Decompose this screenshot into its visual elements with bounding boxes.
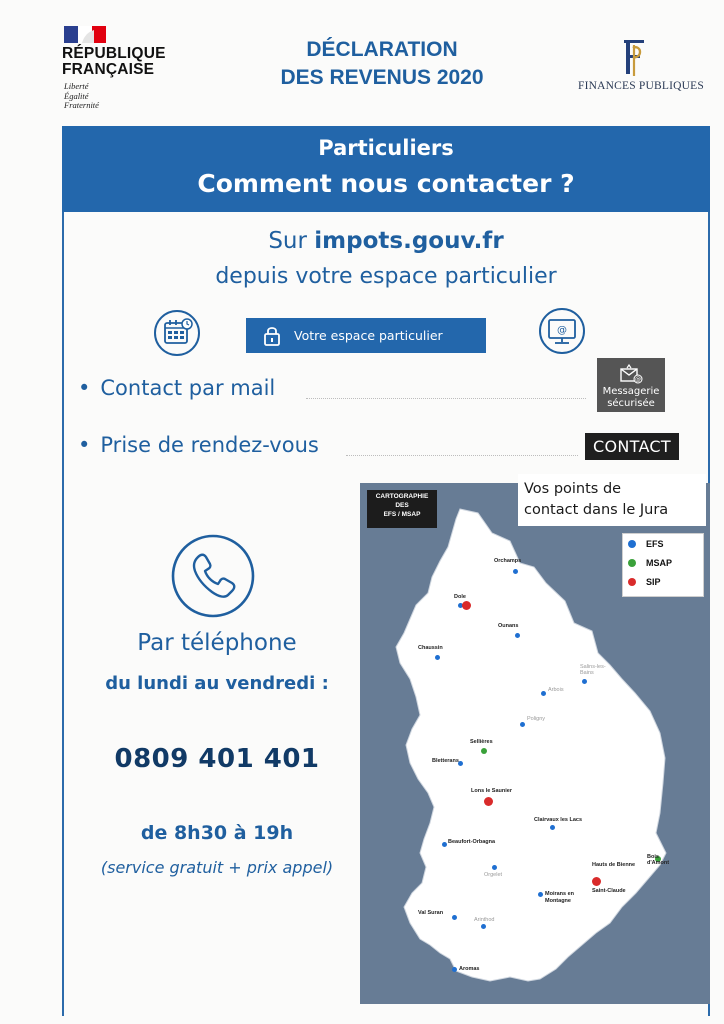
contact-mail-label: Contact par mail <box>100 376 276 400</box>
map-city-label: Clairvaux les Lacs <box>534 817 583 823</box>
map-city-label: Orchamps <box>494 558 522 564</box>
finances-publiques-logo <box>618 36 648 78</box>
map-city-label: Hauts de Bienne <box>592 862 636 868</box>
legend-item-msap: MSAP <box>623 553 703 572</box>
map-city-label: Saint-Claude <box>592 888 626 894</box>
messagerie-securisee-button[interactable]: @ Messagerie sécurisée <box>597 358 665 412</box>
agency-name: FINANCES PUBLIQUES <box>578 80 704 92</box>
map-marker <box>513 569 518 574</box>
map-city-label: Bletterans <box>432 758 459 764</box>
web-subheading: depuis votre espace particulier <box>215 264 557 289</box>
calendar-icon <box>152 308 202 358</box>
site-link[interactable]: impots.gouv.fr <box>314 228 504 254</box>
svg-text:@: @ <box>557 325 567 336</box>
legend-dot <box>628 578 636 586</box>
contact-rdv-label: Prise de rendez-vous <box>100 433 319 457</box>
map-city-label: Salins-les-Bains <box>580 664 606 676</box>
map-marker <box>452 915 457 920</box>
french-flag-logo <box>64 26 106 43</box>
map-city-label: Bois d'Amont <box>647 854 670 866</box>
map-city-label: Poligny <box>527 716 546 722</box>
map-marker <box>538 892 543 897</box>
map-city-label: Chaussin <box>418 645 443 651</box>
phone-number[interactable]: 0809 401 401 <box>114 744 320 774</box>
map-marker <box>582 679 587 684</box>
map-marker <box>541 691 546 696</box>
map-city-label: Beaufort-Orbagna <box>448 839 496 845</box>
envelope-icon <box>619 364 643 384</box>
map-marker <box>481 924 486 929</box>
map-marker <box>452 967 457 972</box>
contact-rdv-item <box>78 433 319 457</box>
bullet: • <box>78 433 91 457</box>
banner-title: Comment nous contacter ? <box>197 169 575 198</box>
map-city-label: Arinthod <box>474 917 495 923</box>
map-marker <box>481 748 487 754</box>
map-city-label: Lons le Saunier <box>471 788 512 794</box>
map-marker <box>484 797 493 806</box>
phone-days: du lundi au vendredi : <box>105 673 329 694</box>
map-city-label: Orgelet <box>484 872 503 878</box>
contact-button[interactable]: CONTACT <box>585 433 679 460</box>
map-marker <box>442 842 447 847</box>
phone-hours: de 8h30 à 19h <box>140 822 294 844</box>
phone-icon <box>170 533 256 619</box>
legend-item-sip: SIP <box>623 572 703 591</box>
map-city-label: Arbois <box>548 687 564 693</box>
phone-note: (service gratuit + prix appel) <box>100 858 334 877</box>
web-heading: Sur impots.gouv.fr <box>268 228 504 254</box>
map-marker <box>492 865 497 870</box>
map-legend <box>622 533 704 597</box>
espace-particulier-button[interactable] <box>246 318 486 353</box>
espace-button-label: Votre espace particulier <box>294 328 443 343</box>
map-city-label: Aromas <box>459 966 480 972</box>
contact-mail-item <box>78 376 275 400</box>
bullet: • <box>78 376 91 400</box>
map-tag: CARTOGRAPHIE DES EFS / MSAP <box>367 490 437 528</box>
phone-title: Par téléphone <box>137 630 297 656</box>
republic-motto: Liberté Égalité Fraternité <box>64 81 99 110</box>
page-title: DÉCLARATION DES REVENUS 2020 <box>280 38 484 89</box>
legend-dot <box>628 559 636 567</box>
map-marker <box>462 601 471 610</box>
map-marker <box>515 633 520 638</box>
lock-icon <box>262 325 282 347</box>
map-marker <box>592 877 601 886</box>
republic-name: RÉPUBLIQUE FRANÇAISE <box>62 45 166 78</box>
map-city-label: Sellières <box>470 739 493 745</box>
computer-mail-icon <box>537 306 587 356</box>
map-city-label: Moirans en Montagne <box>545 891 575 904</box>
map-marker <box>520 722 525 727</box>
map-marker <box>435 655 440 660</box>
dotted-leader <box>346 455 578 456</box>
dotted-leader <box>306 398 586 399</box>
banner-subtitle: Particuliers <box>318 136 454 160</box>
map-city-label: Val Suran <box>418 910 444 916</box>
legend-item-efs: EFS <box>623 534 703 553</box>
map-callout: Vos points de contact dans le Jura <box>518 474 706 526</box>
svg-text:@: @ <box>635 375 641 383</box>
map-city-label: Dole <box>454 594 466 600</box>
map-marker <box>550 825 555 830</box>
legend-dot <box>628 540 636 548</box>
map-city-label: Ounans <box>498 623 519 629</box>
